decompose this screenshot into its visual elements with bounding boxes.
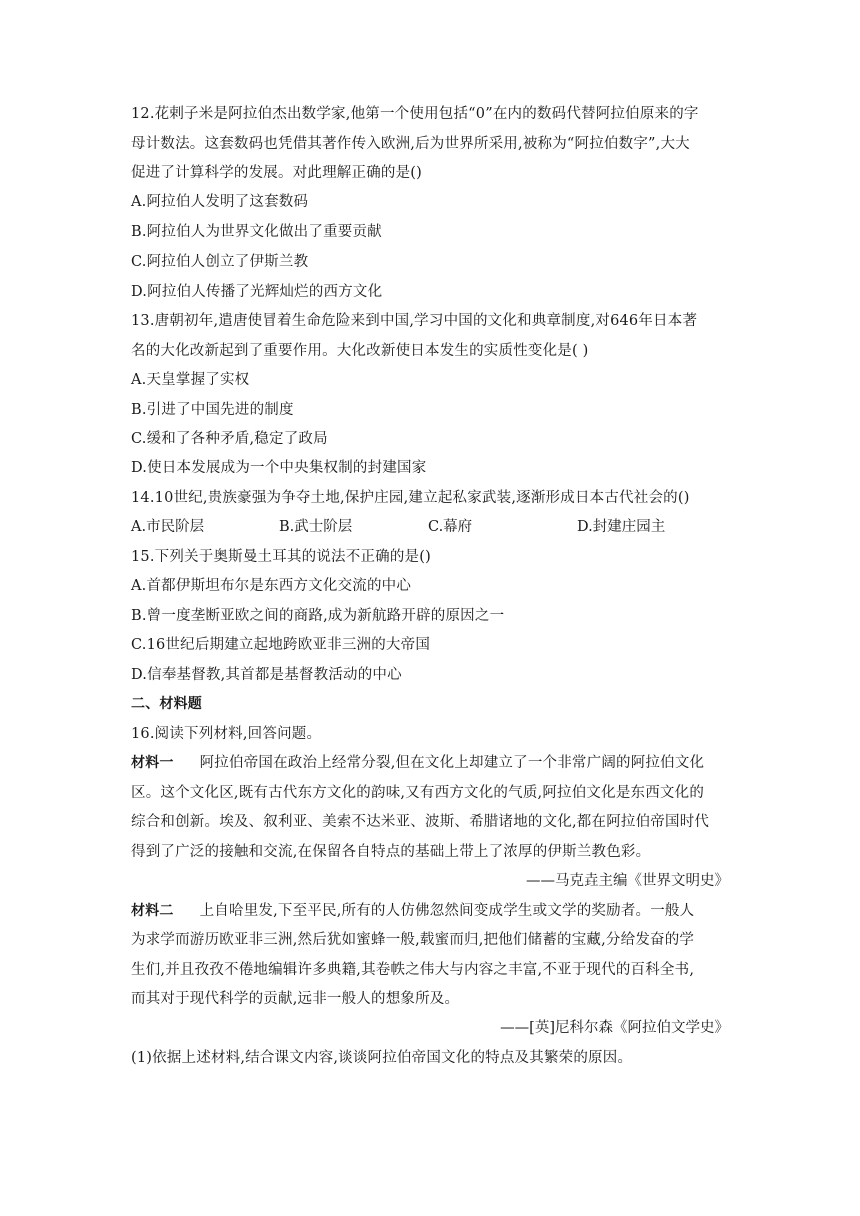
q15-option-d: D.信奉基督教,其首都是基督教活动的中心	[131, 667, 402, 683]
material-2-label: 材料二	[131, 903, 174, 919]
material-1-line-4: 得到了广泛的接触和交流,在保留各自特点的基础上带上了浓厚的伊斯兰教色彩。	[131, 844, 651, 860]
material-2-line-2: 为求学而游历欧亚非三洲,然后犹如蜜蜂一般,载蜜而归,把他们储蓄的宝藏,分给发奋的学	[131, 932, 695, 948]
q15-stem: 15.下列关于奥斯曼土耳其的说法不正确的是()	[131, 549, 431, 565]
q12-stem-line-2: 母计数法。这套数码也凭借其著作传入欧洲,后为世界所采用,被称为“阿拉伯数字”,大大	[131, 136, 690, 152]
q13-option-b: B.引进了中国先进的制度	[131, 402, 294, 418]
q16-subquestion-1: (1)依据上述材料,结合课文内容,谈谈阿拉伯帝国文化的特点及其繁荣的原因。	[131, 1050, 633, 1066]
q13-option-d: D.使日本发展成为一个中央集权制的封建国家	[131, 460, 427, 476]
material-2-line-4: 而其对于现代科学的贡献,远非一般人的想象所及。	[131, 991, 460, 1007]
q13-option-c: C.缓和了各种矛盾,稳定了政局	[131, 431, 328, 447]
material-2-source: ——[英]尼科尔森《阿拉伯文学史》	[500, 1020, 729, 1036]
q12-option-a: A.阿拉伯人发明了这套数码	[131, 194, 309, 210]
q12-stem-line-3: 促进了计算科学的发展。对此理解正确的是()	[131, 165, 423, 181]
q12-option-d: D.阿拉伯人传播了光辉灿烂的西方文化	[131, 284, 383, 300]
material-1-text-1: 阿拉伯帝国在政治上经常分裂,但在文化上却建立了一个非常广阔的阿拉伯文化	[199, 755, 705, 771]
q12-option-b: B.阿拉伯人为世界文化做出了重要贡献	[131, 224, 382, 240]
q15-option-a: A.首都伊斯坦布尔是东西方文化交流的中心	[131, 578, 412, 594]
material-2-line-3: 生们,并且孜孜不倦地编辑许多典籍,其卷帙之伟大与内容之丰富,不亚于现代的百科全书,	[131, 962, 695, 978]
q14-option-b: B.武士阶层	[279, 519, 353, 535]
material-1-source: ——马克垚主编《世界文明史》	[526, 873, 729, 889]
q15-option-b: B.曾一度垄断亚欧之间的商路,成为新航路开辟的原因之一	[131, 608, 505, 624]
q14-option-d: D.封建庄园主	[577, 519, 666, 535]
section-heading-materials: 二、材料题	[131, 696, 202, 712]
q14-option-a: A.市民阶层	[131, 519, 205, 535]
material-2-text-1: 上自哈里发,下至平民,所有的人仿佛忽然间变成学生或文学的奖励者。一般人	[199, 903, 695, 919]
material-1-line-3: 综合和创新。埃及、叙利亚、美索不达米亚、波斯、希腊诸地的文化,都在阿拉伯帝国时代	[131, 814, 710, 830]
q12-option-c: C.阿拉伯人创立了伊斯兰教	[131, 254, 309, 270]
q14-stem: 14.10世纪,贵族豪强为争夺土地,保护庄园,建立起私家武装,逐渐形成日本古代社会的()	[131, 490, 690, 506]
q16-intro: 16.阅读下列材料,回答问题。	[131, 726, 322, 742]
q14-options-row	[131, 517, 731, 537]
q13-stem-line-2: 名的大化改新起到了重要作用。大化改新使日本发生的实质性变化是( )	[131, 343, 589, 359]
material-1-line-2: 区。这个文化区,既有古代东方文化的韵味,又有西方文化的气质,阿拉伯文化是东西文化的	[131, 785, 705, 801]
q14-option-c: C.幕府	[428, 519, 473, 535]
material-1-label: 材料一	[131, 755, 174, 771]
q13-option-a: A.天皇掌握了实权	[131, 372, 250, 388]
q12-stem-line-1: 12.花剌子米是阿拉伯杰出数学家,他第一个使用包括“0”在内的数码代替阿拉伯原来的字	[131, 106, 699, 122]
q15-option-c: C.16世纪后期建立起地跨欧亚非三洲的大帝国	[131, 637, 431, 653]
q13-stem-line-1: 13.唐朝初年,遣唐使冒着生命危险来到中国,学习中国的文化和典章制度,对646年日本著	[131, 313, 698, 329]
material-2-line-1	[131, 901, 731, 921]
material-1-line-1	[131, 753, 731, 773]
